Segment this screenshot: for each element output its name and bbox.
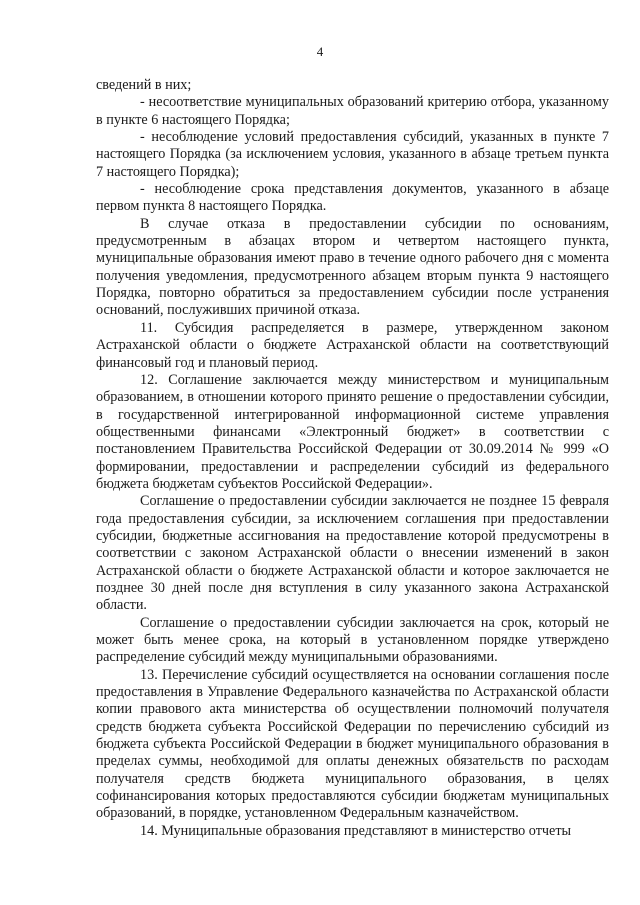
page-number: 4 (316, 44, 324, 59)
paragraph: 13. Перечисление субсидий осуществляется на основании соглашения после предоставления в Управление Федерального казначейства по Астраханской области копии правового акта министерства об осуществлении полномочий получателя средств бюджета субъекта Российской Федерации по перечислению субсидий из бюджета субъекта Российской Федерации в бюджет муниципального образования в пределах суммы, необходимой для оплаты денежных обязательств по расходам получателя средств бюджета муниципального образования, в целях софинансирования которых предоставляются субсидии бюджетам муниципальных образований, в порядке, установленном Федеральным казначейством. (96, 666, 609, 822)
paragraph: Соглашение о предоставлении субсидии заключается не позднее 15 февраля года предоставления субсидии, за исключением соглашения при предоставлении субсидии, бюджетные ассигнования на предоставление которой предусмотрены в соответствии с законом Астраханской области о внесении изменений в закон Астраханской области о бюджете Астраханской области и которое заключается не позднее 30 дней после дня вступления в силу указанного закона Астраханской области. (96, 493, 609, 614)
paragraph: Соглашение о предоставлении субсидии заключается на срок, который не может быть менее срока, на который в установленном порядке утверждено распределение субсидий между муниципальными образованиями. (96, 614, 609, 666)
paragraph: - несоблюдение срока представления документов, указанного в абзаце первом пункта 8 настоящего Порядка. (96, 181, 609, 215)
paragraph: 14. Муниципальные образования представляют в министерство отчеты (140, 822, 572, 839)
paragraph: - несоблюдение условий предоставления субсидий, указанных в пункте 7 настоящего Порядка (за исключением условия, указанного в абзаце третьем пункта 7 настоящего Порядка); (96, 129, 609, 180)
paragraph: - несоответствие муниципальных образований критерию отбора, указанному в пункте 6 настоящего Порядка; (96, 94, 609, 128)
paragraph: 11. Субсидия распределяется в размере, утвержденном законом Астраханской области о бюджете Астраханской области на соответствующий финансовый год и плановый период. (96, 319, 609, 371)
document-body (96, 77, 609, 840)
paragraph: 12. Соглашение заключается между министерством и муниципальным образованием, в отношении которого принято решение о предоставлении субсидии, в государственной интегрированной информационной системе управления общественными финансами «Электронный бюджет» в соответствии с постановлением Правительства Российской Федерации от 30.09.2014 № 999 «О формировании, предоставлении и распределении субсидий из федерального бюджета бюджетам субъектов Российской Федерации». (96, 371, 609, 492)
paragraph: В случае отказа в предоставлении субсидии по основаниям, предусмотренным в абзацах втором и четвертом настоящего пункта, муниципальные образования имеют право в течение одного рабочего дня с момента получения уведомления, предусмотренного абзацем вторым пункта 9 настоящего Порядка, повторно обратиться за предоставлением субсидии после устранения оснований, послуживших причиной отказа. (96, 215, 609, 319)
paragraph: сведений в них; (96, 77, 192, 93)
